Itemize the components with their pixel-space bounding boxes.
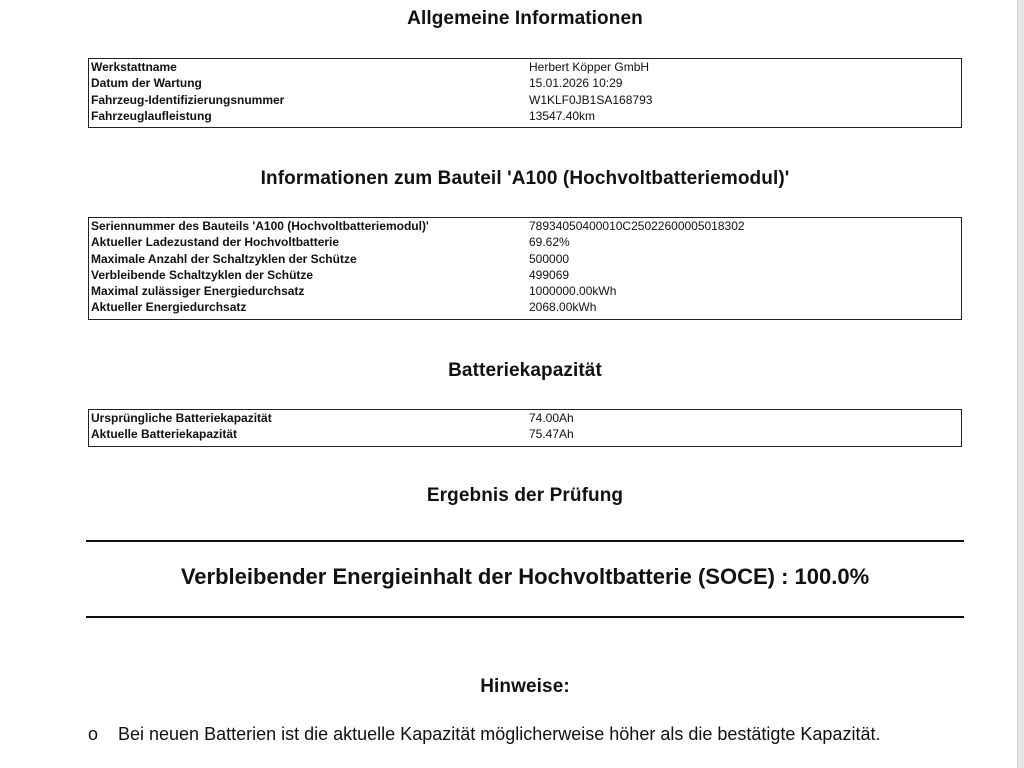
- table-row: [89, 75, 961, 91]
- result-heading: Ergebnis der Prüfung: [426, 485, 624, 506]
- table-row: [89, 108, 961, 124]
- row-label: Maximal zulässiger Energiedurchsatz: [91, 284, 305, 299]
- row-label: Maximale Anzahl der Schaltzyklen der Schütze: [91, 251, 357, 266]
- note-text: Bei neuen Batterien ist die aktuelle Kapazität möglicherweise höher als die bestätigte Kapazität.: [118, 724, 881, 744]
- row-value: 74.00Ah: [529, 411, 574, 425]
- row-value: Herbert Köpper GmbH: [529, 60, 650, 74]
- row-value: 78934050400010C25022600005018302: [529, 219, 745, 233]
- table-row: [89, 283, 961, 299]
- row-label: Aktueller Ladezustand der Hochvoltbatterie: [91, 235, 340, 250]
- general-info-table: [88, 58, 962, 128]
- notes-heading: Hinweise:: [480, 676, 570, 697]
- row-value: 75.47Ah: [529, 427, 574, 442]
- table-row: [89, 234, 961, 250]
- component-info-heading: Informationen zum Bauteil 'A100 (Hochvoltbatteriemodul)': [260, 168, 790, 189]
- component-info-table: [88, 217, 962, 320]
- table-row: [89, 251, 961, 267]
- table-row: [89, 267, 961, 283]
- general-info-heading: Allgemeine Informationen: [407, 8, 643, 29]
- table-row: [89, 218, 961, 234]
- table-row: [89, 410, 961, 426]
- table-row: [89, 299, 961, 315]
- soce-result: Verbleibender Energieinhalt der Hochvoltbatterie (SOCE) : 100.0%: [180, 564, 870, 589]
- note-bullet: o: [88, 724, 99, 744]
- row-label: Aktueller Energiedurchsatz: [91, 300, 247, 315]
- row-label: Werkstattname: [91, 60, 177, 74]
- row-label: Fahrzeuglaufleistung: [91, 108, 212, 123]
- row-value: 13547.40km: [529, 108, 596, 123]
- table-row: [89, 59, 961, 75]
- row-label: Fahrzeug-Identifizierungsnummer: [91, 92, 285, 107]
- row-value: 15.01.2026 10:29: [529, 76, 623, 91]
- vertical-scrollbar[interactable]: [1017, 0, 1024, 768]
- capacity-table: [88, 409, 962, 447]
- result-bottom-rule: [86, 616, 964, 618]
- row-value: W1KLF0JB1SA168793: [529, 92, 653, 107]
- row-value: 1000000.00kWh: [529, 284, 617, 299]
- row-value: 500000: [529, 251, 570, 266]
- row-label: Verbleibende Schaltzyklen der Schütze: [91, 267, 314, 282]
- row-label: Seriennummer des Bauteils 'A100 (Hochvoltbatteriemodul)': [91, 219, 429, 233]
- result-top-rule: [86, 540, 964, 542]
- row-value: 69.62%: [529, 235, 570, 250]
- row-label: Ursprüngliche Batteriekapazität: [91, 411, 272, 425]
- row-label: Aktuelle Batteriekapazität: [91, 427, 238, 442]
- row-label: Datum der Wartung: [91, 76, 202, 91]
- table-row: [89, 426, 961, 442]
- row-value: 499069: [529, 267, 570, 282]
- capacity-heading: Batteriekapazität: [448, 360, 602, 381]
- row-value: 2068.00kWh: [529, 300, 597, 315]
- table-row: [89, 92, 961, 108]
